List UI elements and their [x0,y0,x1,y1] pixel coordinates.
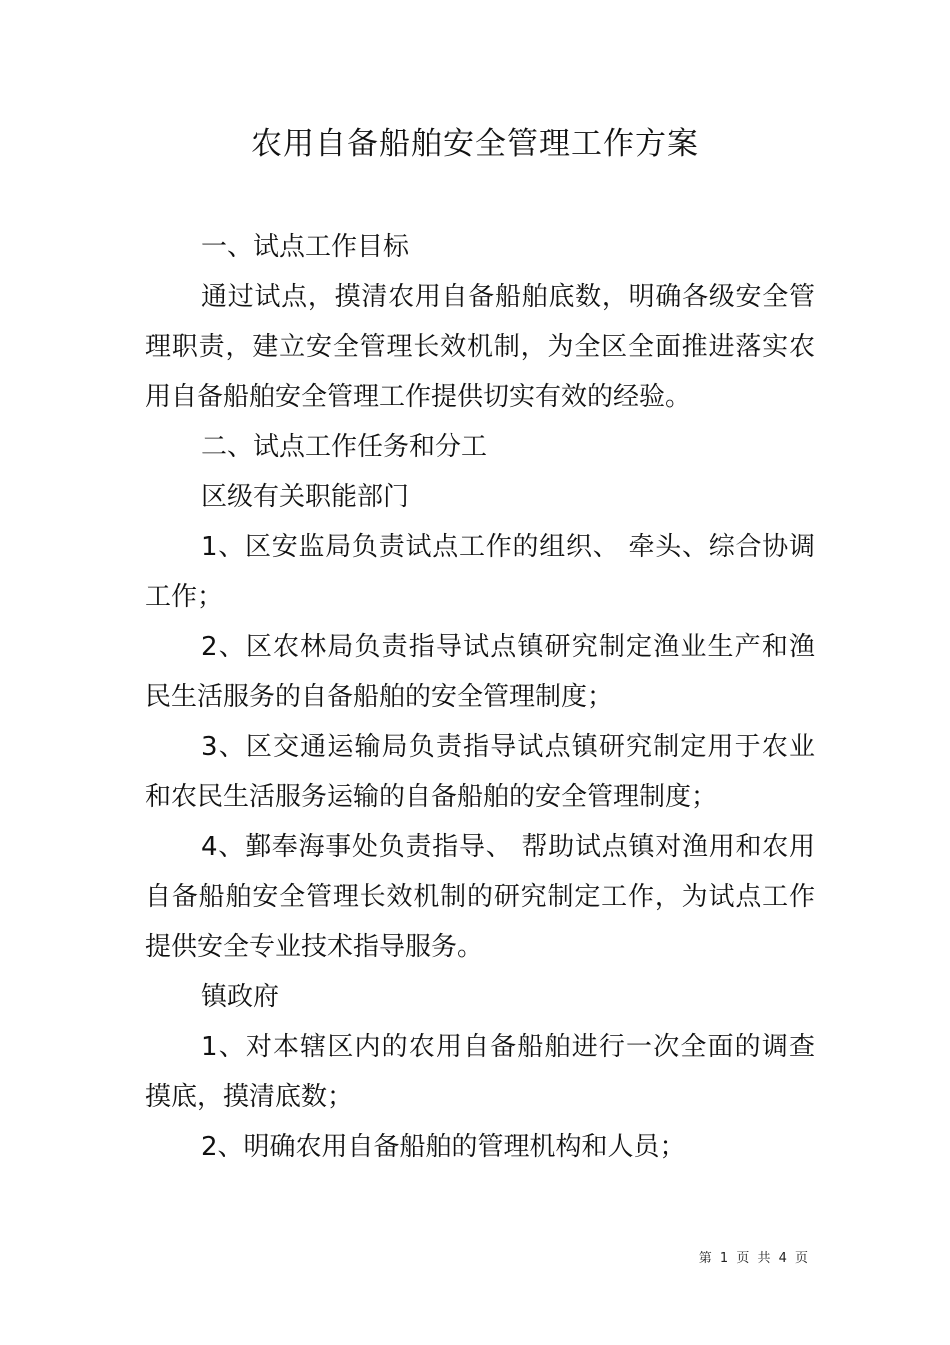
list-item: 2、明确农用自备船舶的管理机构和人员； [201,1132,686,1162]
subheading-district-departments: 区级有关职能部门 [201,482,410,512]
list-item: 3、区交通运输局负责指导试点镇研究制定用于农业和农民生活服务运输的自备船舶的安全管理制度； [145,732,815,812]
list-item: 2、区农林局负责指导试点镇研究制定渔业生产和渔民生活服务的自备船舶的安全管理制度； [145,632,815,712]
list-item: 4、鄞奉海事处负责指导、 帮助试点镇对渔用和农用自备船舶安全管理长效机制的研究制定工作，为试点工作提供安全专业技术指导服务。 [145,832,815,962]
list-item: 1、对本辖区内的农用自备船舶进行一次全面的调查摸底，摸清底数； [145,1032,815,1112]
paragraph-goal: 通过试点，摸清农用自备船舶底数，明确各级安全管理职责，建立安全管理长效机制，为全区全面推进落实农用自备船舶安全管理工作提供切实有效的经验。 [145,282,815,412]
list-item: 1、区安监局负责试点工作的组织、 牵头、综合协调工作； [145,532,815,612]
page-number: 第 1 页 共 4 页 [698,1251,810,1266]
document-body [145,222,815,1172]
document-title: 农用自备船舶安全管理工作方案 [251,126,699,162]
subheading-town-government: 镇政府 [201,982,280,1012]
section-heading-2: 二、试点工作任务和分工 [201,432,488,462]
section-heading-1: 一、试点工作目标 [201,232,410,262]
